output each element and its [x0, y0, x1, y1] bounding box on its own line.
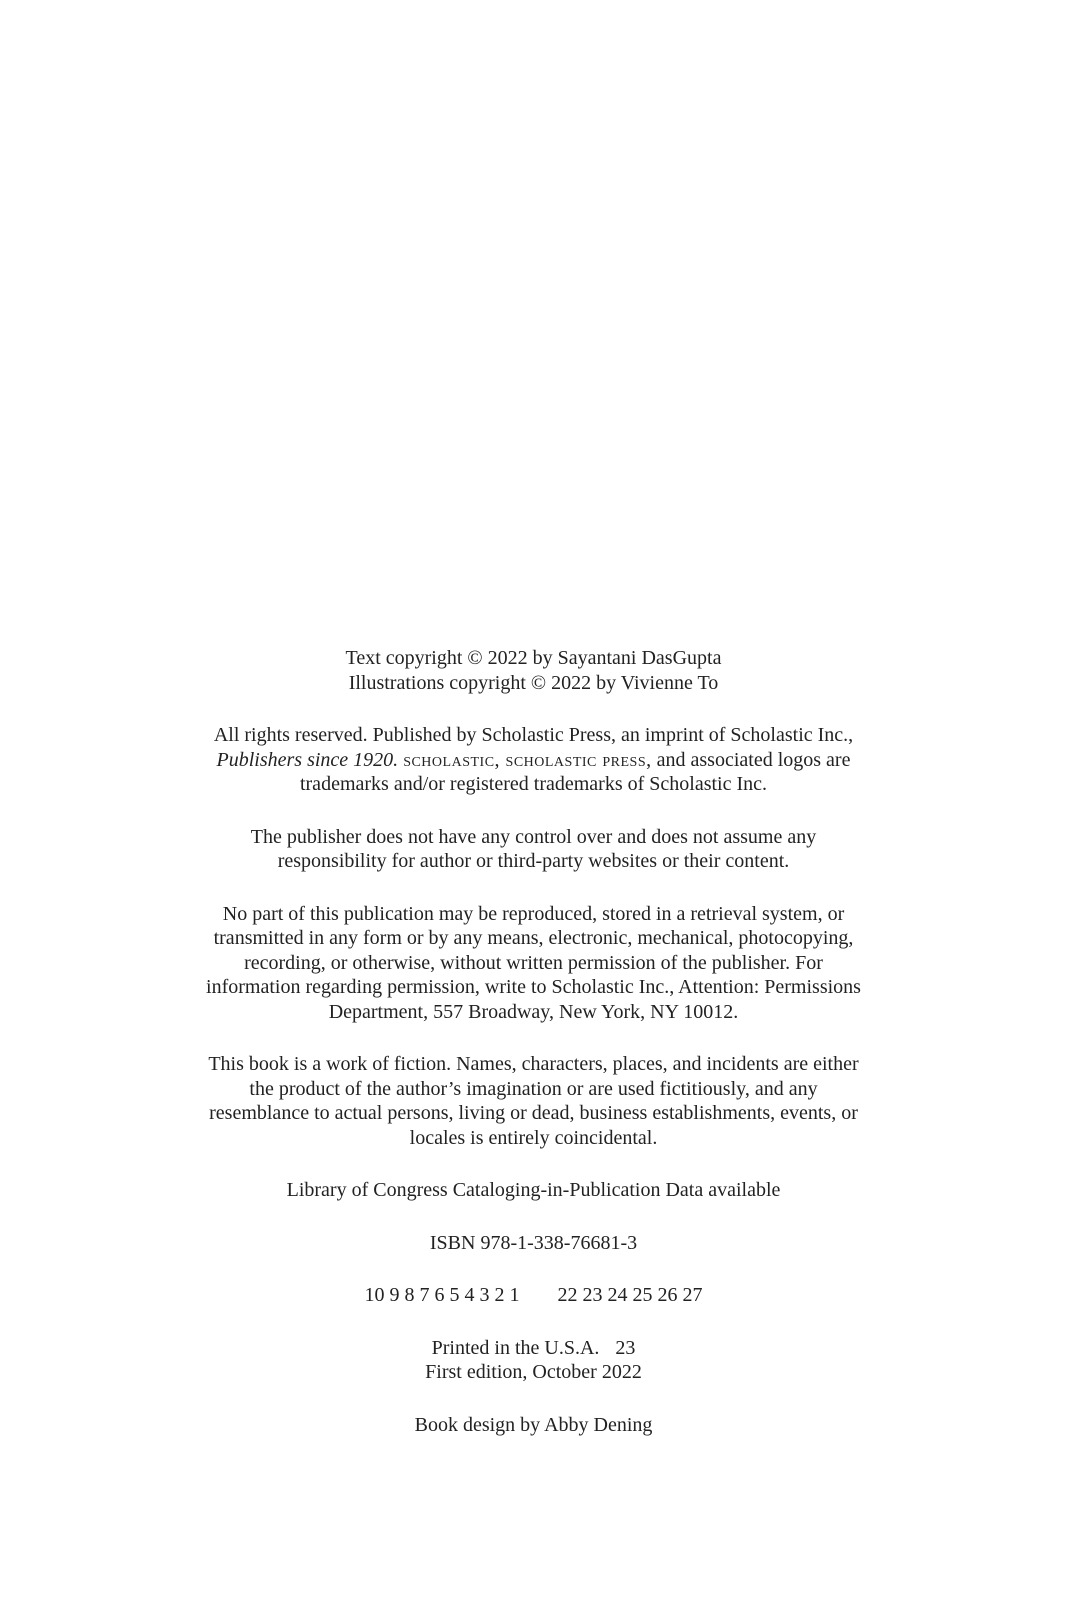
isbn-paragraph	[0, 1231, 1067, 1256]
printing-number-sequence: 10 9 8 7 6 5 4 3 2 1	[364, 1284, 520, 1306]
rights-line-2	[0, 748, 1067, 773]
fiction-paragraph	[0, 1052, 1067, 1150]
copyright-notice	[0, 646, 1067, 695]
copyright-text-block	[0, 646, 1067, 1465]
reproduction-paragraph	[0, 902, 1067, 1025]
printing-numbers-line	[0, 1283, 1067, 1308]
printing-numbers-paragraph	[0, 1283, 1067, 1308]
fiction-line-1: This book is a work of fiction. Names, characters, places, and incidents are either	[208, 1053, 859, 1075]
illustrations-copyright-line: Illustrations copyright © 2022 by Vivienne To	[348, 671, 719, 694]
reproduction-line-5: Department, 557 Broadway, New York, NY 10012.	[328, 1000, 739, 1023]
disclaimer-line-2: responsibility for author or third-party websites or their content.	[277, 850, 790, 872]
rights-line-3: trademarks and/or registered trademarks of Scholastic Inc.	[299, 773, 768, 795]
reproduction-line-3: recording, or otherwise, without written permission of the publisher. For	[244, 951, 823, 974]
trademark-names: scholastic, scholastic press,	[403, 748, 652, 771]
design-credit-paragraph	[0, 1413, 1067, 1438]
library-of-congress-paragraph	[0, 1178, 1067, 1203]
design-credit-line: Book design by Abby Dening	[414, 1413, 653, 1436]
text-copyright-line: Text copyright © 2022 by Sayantani DasGupta	[345, 647, 722, 669]
reproduction-line-4: information regarding permission, write to Scholastic Inc., Attention: Permissions	[206, 976, 861, 998]
rights-line-2-rest: and associated logos are	[656, 748, 851, 771]
edition-line: First edition, October 2022	[425, 1361, 642, 1383]
fiction-line-4: locales is entirely coincidental.	[409, 1126, 658, 1149]
print-info-paragraph	[0, 1336, 1067, 1385]
reproduction-line-1: No part of this publication may be reproduced, stored in a retrieval system, or	[222, 902, 845, 925]
isbn-line: ISBN 978-1-338-76681-3	[429, 1231, 638, 1254]
disclaimer-line-1: The publisher does not have any control over and does not assume any	[250, 825, 817, 848]
printed-in-line	[0, 1336, 1067, 1361]
printed-code: 23	[615, 1336, 636, 1359]
fiction-line-2: the product of the author’s imagination or are used fictitiously, and any	[249, 1077, 818, 1100]
library-of-congress-line: Library of Congress Cataloging-in-Publication Data available	[286, 1179, 781, 1201]
printed-in-text: Printed in the U.S.A.	[431, 1336, 600, 1359]
reproduction-line-2: transmitted in any form or by any means, electronic, mechanical, photocopying,	[213, 927, 854, 949]
rights-line-1: All rights reserved. Published by Scholastic Press, an imprint of Scholastic Inc.,	[213, 724, 854, 746]
publisher-disclaimer-paragraph	[0, 825, 1067, 874]
publishers-since-text: Publishers since 1920.	[216, 748, 399, 771]
printing-year-sequence: 22 23 24 25 26 27	[557, 1284, 703, 1306]
rights-reserved-paragraph	[0, 723, 1067, 797]
fiction-line-3: resemblance to actual persons, living or dead, business establishments, events, or	[209, 1102, 858, 1124]
